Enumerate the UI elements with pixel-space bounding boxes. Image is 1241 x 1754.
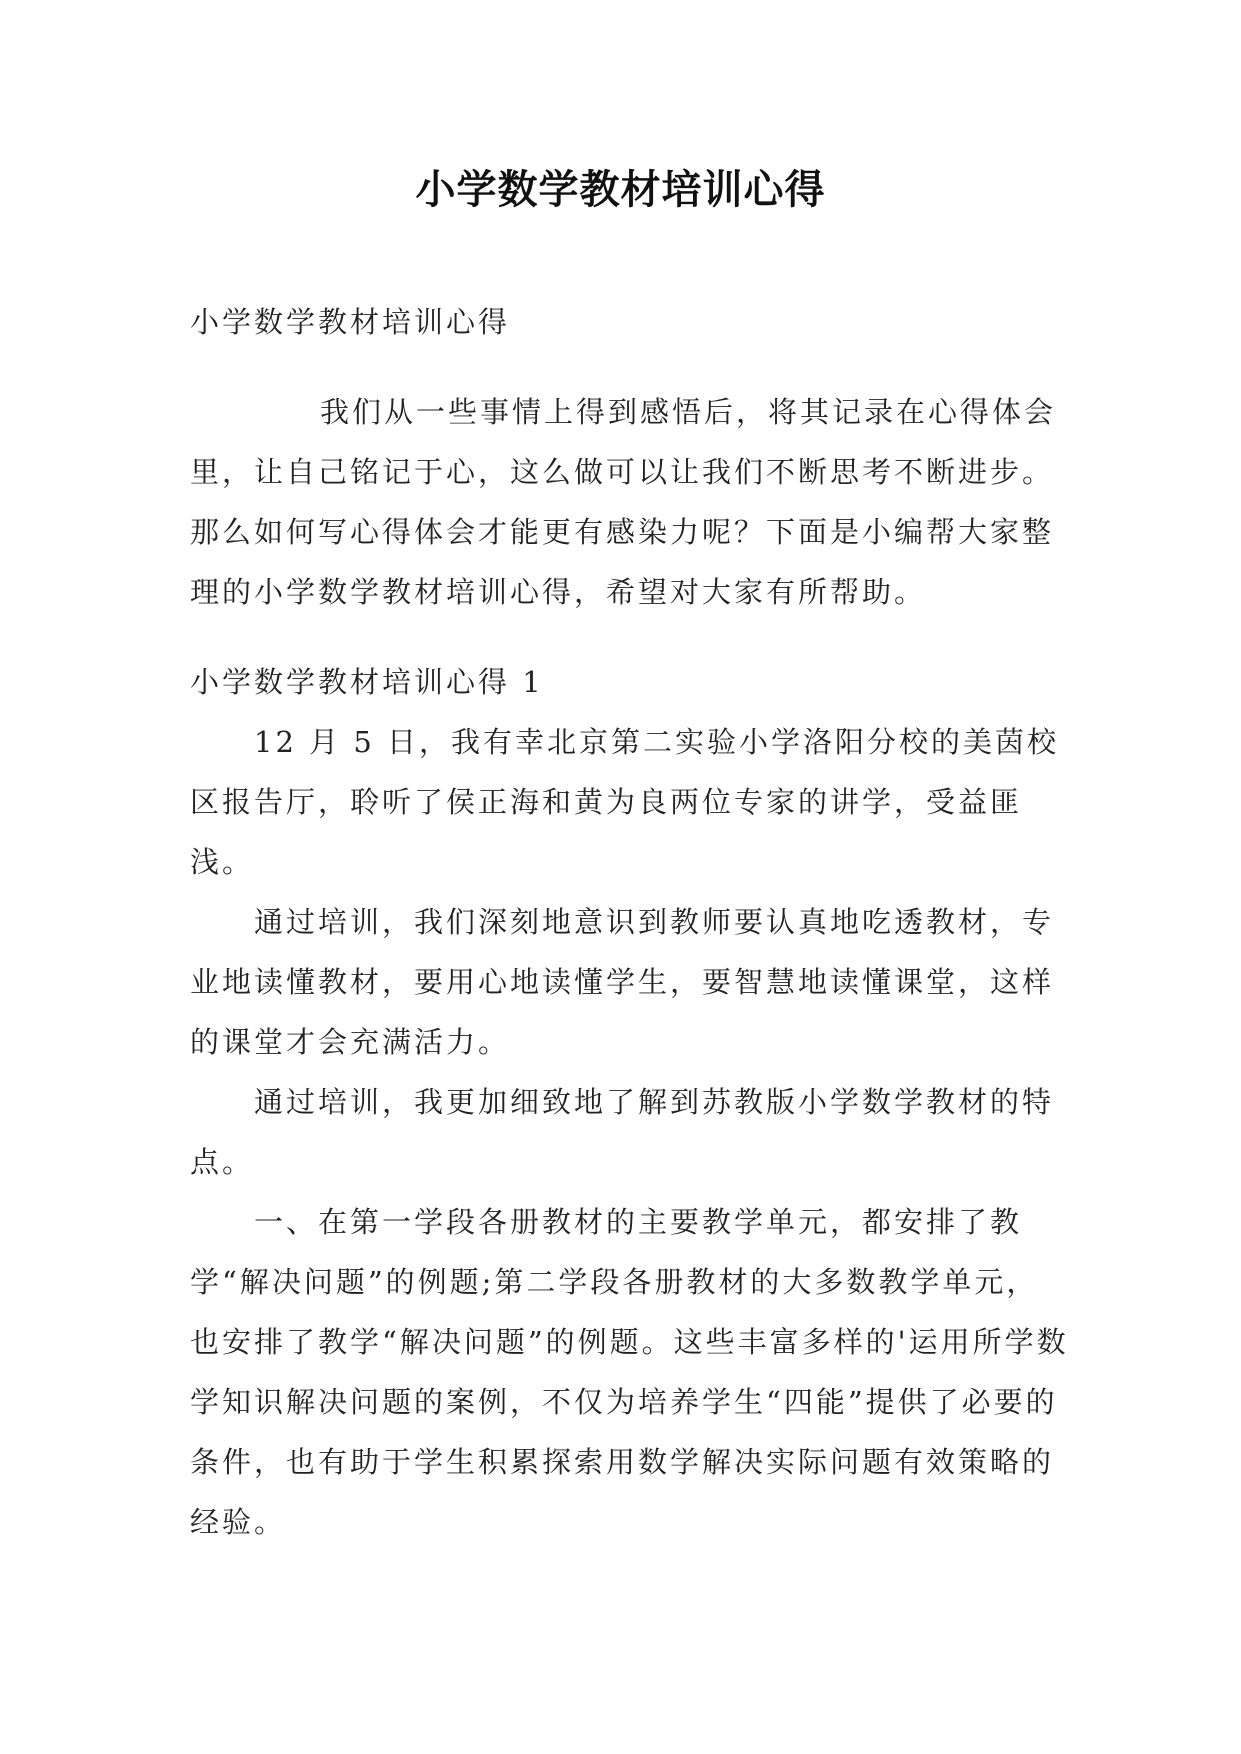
body-paragraph: 通过培训，我们深刻地意识到教师要认真地吃透教材，专业地读懂教材，要用心地读懂学生，要智慧地读懂课堂，这样的课堂才会充满活力。 xyxy=(190,905,1055,1059)
body-paragraph: 一、在第一学段各册教材的主要教学单元，都安排了教学“解决问题”的例题;第二学段各册教材的大多数教学单元，也安排了教学“解决问题”的例题。这些丰富多样的'运用所学数学知识解决问题的案例，不仅为培养学生“四能”提供了必要的条件，也有助于学生积累探索用数学解决实际问题有效策略的经验。 xyxy=(190,1205,1069,1539)
intro-paragraph: 我们从一些事情上得到感悟后，将其记录在心得体会里，让自己铭记于心，这么做可以让我们不断思考不断进步。那么如何写心得体会才能更有感染力呢？下面是小编帮大家整理的小学数学教材培训心得，希望对大家有所帮助。 xyxy=(190,395,1057,609)
document-title: 小学数学教材培训心得 xyxy=(415,166,826,213)
body-paragraph: 12 月 5 日，我有幸北京第二实验小学洛阳分校的美茵校区报告厅，聆听了侯正海和黄为良两位专家的讲学，受益匪浅。 xyxy=(190,725,1060,879)
document-body xyxy=(190,292,1070,1552)
body-paragraph: 通过培训，我更加细致地了解到苏教版小学数学教材的特点。 xyxy=(190,1085,1055,1179)
document-subtitle: 小学数学教材培训心得 xyxy=(190,305,511,339)
section-heading: 小学数学教材培训心得 1 xyxy=(190,665,544,699)
